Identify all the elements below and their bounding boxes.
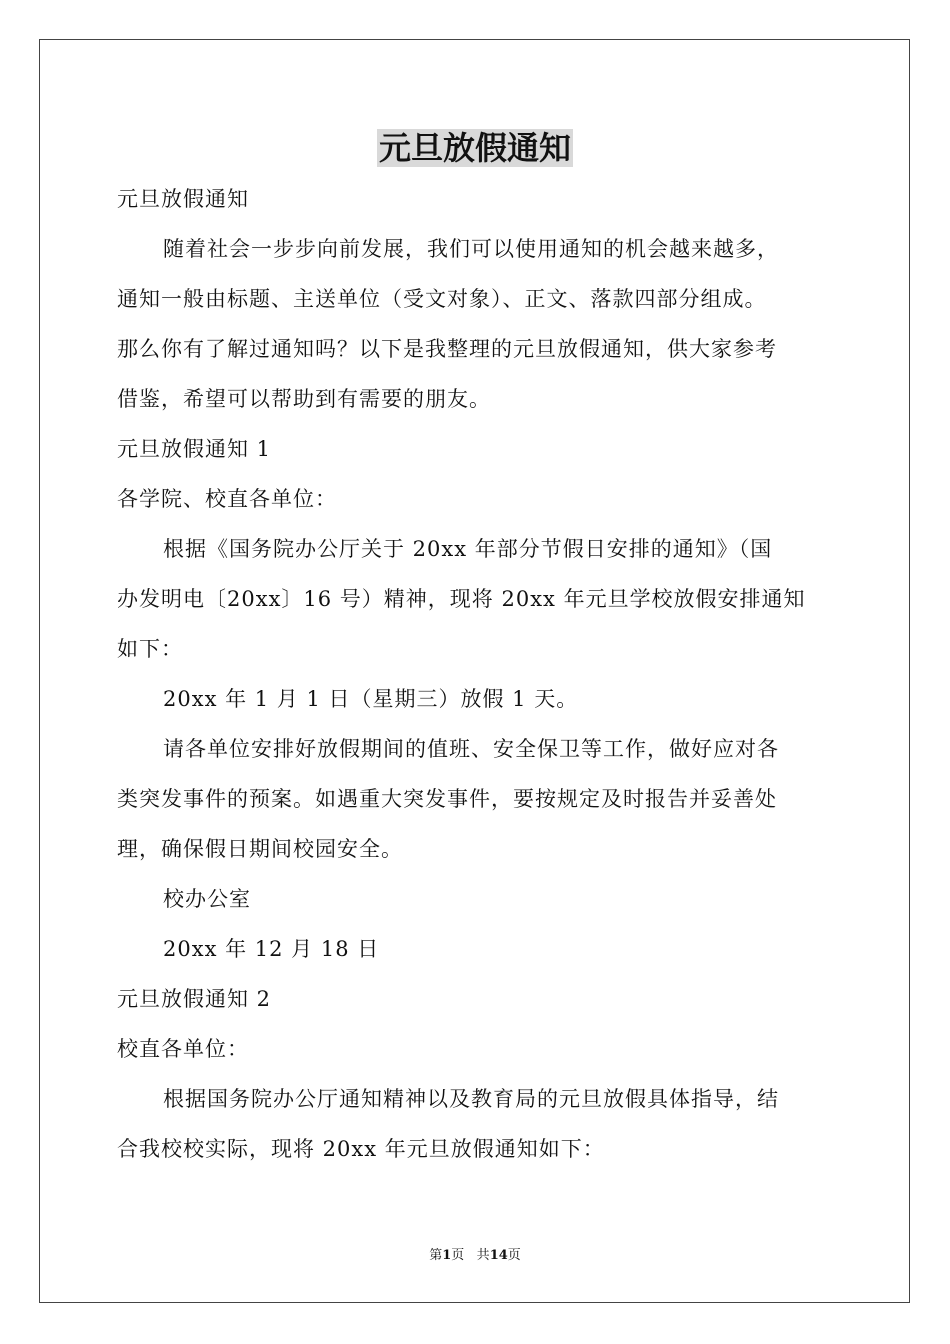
footer-page-suffix: 页 — [451, 1248, 465, 1263]
section-heading: 元旦放假通知 1 — [117, 437, 272, 461]
body-line: 20xx 年 1 月 1 日（星期三）放假 1 天。 — [163, 687, 579, 711]
footer-total-suffix: 页 — [507, 1248, 521, 1263]
footer-total-prefix: 共 — [476, 1248, 490, 1263]
page-footer — [0, 1246, 950, 1266]
body-line: 合我校校实际，现将 20xx 年元旦放假通知如下： — [117, 1137, 605, 1161]
section-heading: 元旦放假通知 2 — [117, 987, 272, 1011]
body-line: 校直各单位： — [117, 1037, 249, 1061]
body-line: 办发明电〔20xx〕16 号）精神，现将 20xx 年元旦学校放假安排通知 — [117, 587, 806, 611]
body-line: 通知一般由标题、主送单位（受文对象）、正文、落款四部分组成。 — [117, 287, 767, 311]
body-line: 各学院、校直各单位： — [117, 487, 337, 511]
body-line: 如下： — [117, 637, 183, 661]
document-title-text: 元旦放假通知 — [378, 129, 571, 167]
body-line: 元旦放假通知 — [117, 187, 249, 211]
body-line: 类突发事件的预案。如遇重大突发事件，要按规定及时报告并妥善处 — [117, 787, 777, 811]
body-line: 根据国务院办公厅通知精神以及教育局的元旦放假具体指导，结 — [163, 1087, 779, 1111]
body-line: 那么你有了解过通知吗？以下是我整理的元旦放假通知，供大家参考 — [117, 337, 777, 361]
body-line: 借鉴，希望可以帮助到有需要的朋友。 — [117, 387, 491, 411]
signature-date: 20xx 年 12 月 18 日 — [163, 937, 380, 961]
footer-total-number: 14 — [489, 1248, 508, 1263]
body-line: 随着社会一步步向前发展，我们可以使用通知的机会越来越多， — [163, 237, 779, 261]
footer-page-number: 1 — [442, 1248, 452, 1263]
body-line: 理，确保假日期间校园安全。 — [117, 837, 403, 861]
body-line: 根据《国务院办公厅关于 20xx 年部分节假日安排的通知》（国 — [163, 537, 773, 561]
signature-office: 校办公室 — [163, 887, 251, 911]
document-title — [0, 124, 950, 172]
body-line: 请各单位安排好放假期间的值班、安全保卫等工作，做好应对各 — [163, 737, 779, 761]
footer-page-prefix: 第 — [429, 1248, 443, 1263]
